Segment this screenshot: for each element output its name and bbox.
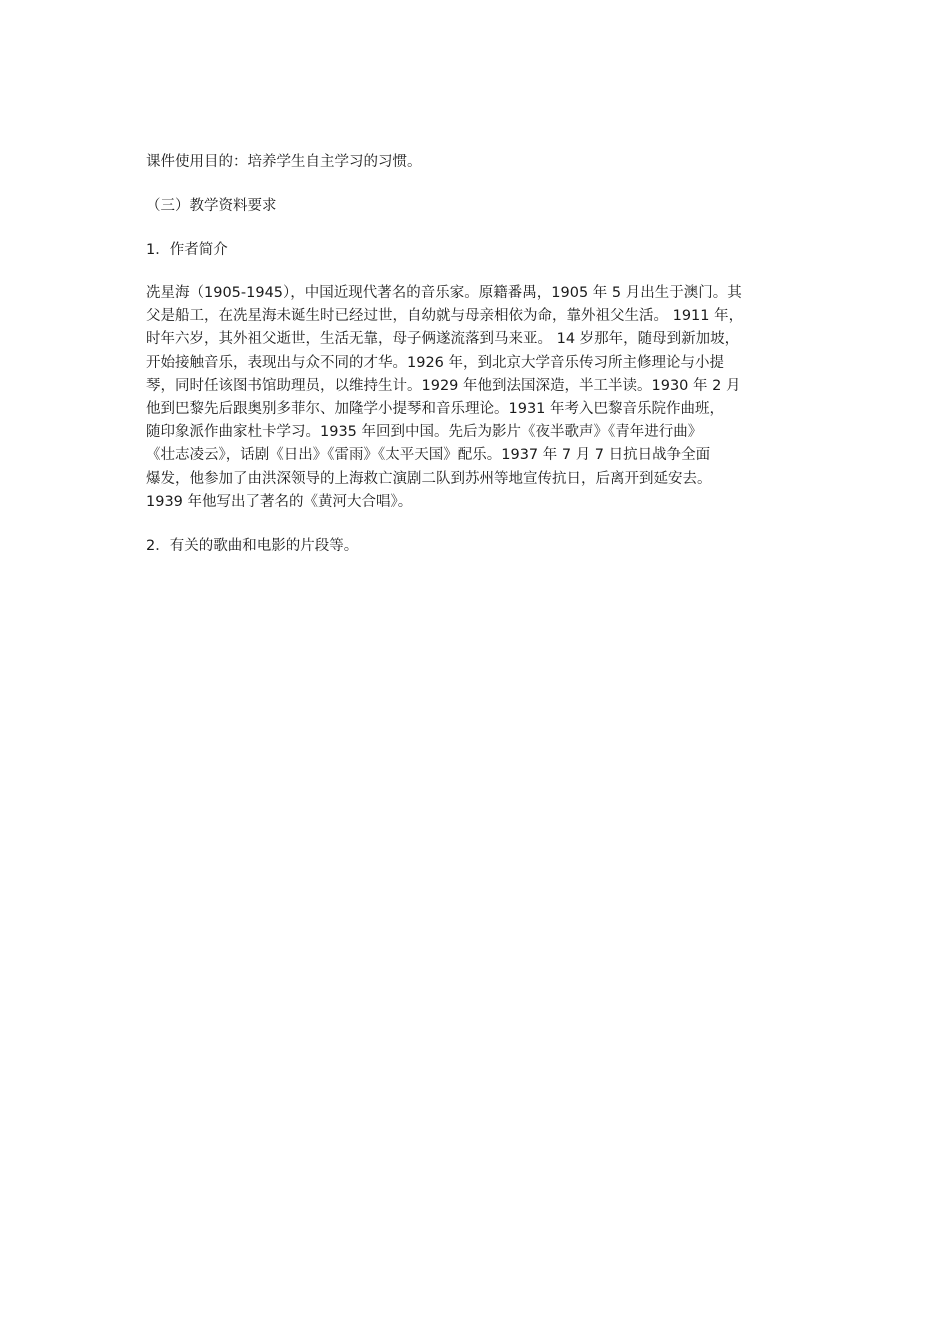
author-intro-heading: 1．作者简介 <box>146 242 228 258</box>
related-media-line: 2．有关的歌曲和电影的片段等。 <box>146 538 359 555</box>
bio-line: 他到巴黎先后跟奥别多菲尔、加隆学小提琴和音乐理论。1931 年考入巴黎音乐院作曲班， <box>146 401 725 418</box>
bio-line: 1939 年他写出了著名的《黄河大合唱》。 <box>146 493 413 510</box>
bio-line: 冼星海（1905-1945），中国近现代著名的音乐家。原籍番禺，1905 年 5 月出生于澳门。其 <box>146 285 742 301</box>
bio-line: 《壮志凌云》，话剧《日出》《雷雨》《太平天国》配乐。1937 年 7 月 7 日抗日战争全面 <box>146 447 711 464</box>
bio-line: 随印象派作曲家杜卡学习。1935 年回到中国。先后为影片《夜半歌声》《青年进行曲》 <box>146 424 703 441</box>
bio-line: 父是船工，在冼星海未诞生时已经过世，自幼就与母亲相依为命，靠外祖父生活。 1911 年， <box>146 308 744 325</box>
bio-line: 琴，同时任该图书馆助理员，以维持生计。1929 年他到法国深造，半工半读。1930 年 2 月 <box>146 377 741 394</box>
bio-line: 开始接触音乐，表现出与众不同的才华。1926 年，到北京大学音乐传习所主修理论与小提 <box>146 354 725 371</box>
document-body <box>146 150 818 558</box>
bio-line: 时年六岁，其外祖父逝世，生活无靠，母子俩遂流落到马来亚。 14 岁那年，随母到新加坡， <box>146 331 740 348</box>
bio-line: 爆发，他参加了由洪深领导的上海救亡演剧二队到苏州等地宣传抗日，后离开到延安去。 <box>146 470 712 487</box>
section-heading: （三）教学资料要求 <box>146 198 277 214</box>
author-biography-paragraph <box>146 282 818 514</box>
courseware-purpose-line: 课件使用目的：培养学生自主学习的习惯。 <box>146 154 422 170</box>
